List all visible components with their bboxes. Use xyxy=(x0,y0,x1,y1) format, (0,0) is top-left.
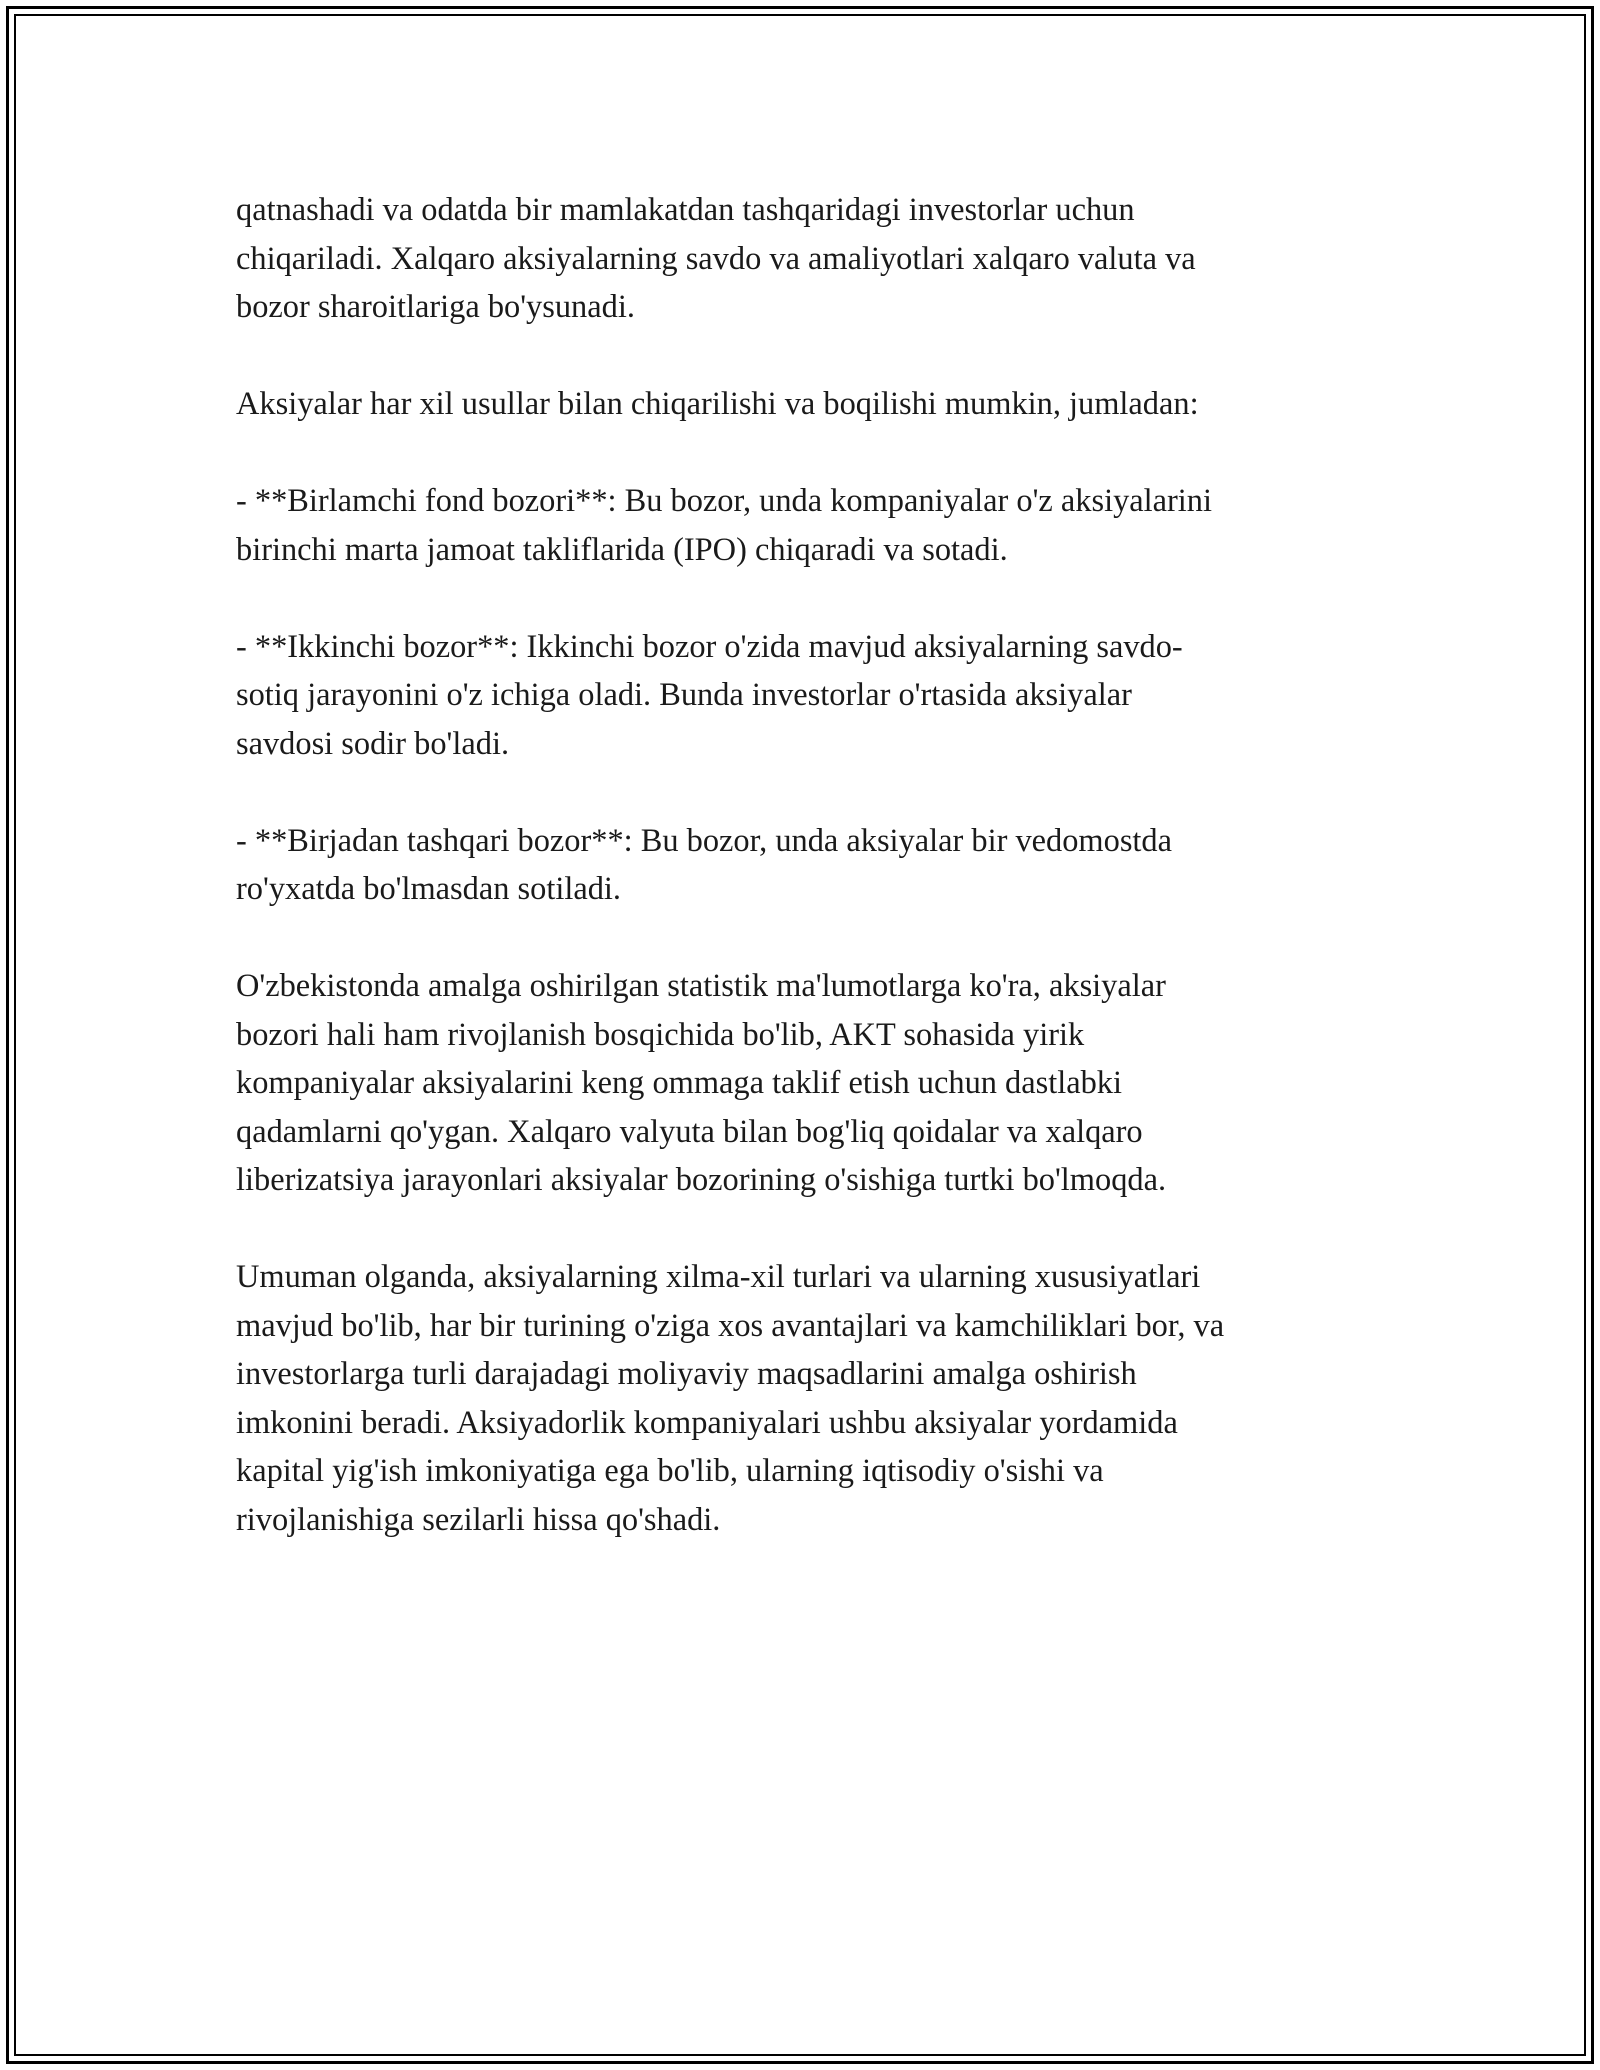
list-item-secondary-market: - **Ikkinchi bozor**: Ikkinchi bozor o'zida mavjud aksiyalarning savdo- sotiq jarayonini o'z ichiga oladi. Bunda investorlar o'rtasida aksiyalar savdosi sodir bo'ladi. xyxy=(236,628,1183,762)
paragraph-conclusion: Umuman olganda, aksiyalarning xilma-xil turlari va ularning xususiyatlari mavjud bo'lib, har bir turining o'ziga xos avantajlari va kamchiliklari bor, va investorlarga turli darajadagi moliyaviy maqsadlarini amalga oshirish imkonini beradi. Aksiyadorlik kompaniyalari ushbu aksiyalar yordamida kapital yig'ish imkoniyatiga ega bo'lib, ularning iqtisodiy o'sishi va rivojlanishiga sezilarli hissa qo'shadi. xyxy=(236,1259,1225,1538)
paragraph-issuance-methods: Aksiyalar har xil usullar bilan chiqarilishi va boqilishi mumkin, jumladan: xyxy=(236,386,1199,422)
paragraph-intro-continuation: qatnashadi va odatda bir mamlakatdan tashqaridagi investorlar uchun chiqariladi. Xalqaro aksiyalarning savdo va amaliyotlari xalqaro valuta va bozor sharoitlariga bo'ysunadi. xyxy=(236,192,1196,325)
paragraph-uzbekistan-statistics: O'zbekistonda amalga oshirilgan statistik ma'lumotlarga ko'ra, aksiyalar bozori hali ham rivojlanish bosqichida bo'lib, AKT sohasida yirik kompaniyalar aksiyalarini keng ommaga taklif etish uchun dastlabki qadamlarni qo'ygan. Xalqaro valyuta bilan bog'liq qoidalar va xalqaro liberizatsiya jarayonlari aksiyalar bozorining o'sishiga turtki bo'lmoqda. xyxy=(236,968,1167,1198)
document-body xyxy=(236,186,1376,1593)
list-item-primary-market: - **Birlamchi fond bozori**: Bu bozor, unda kompaniyalar o'z aksiyalarini birinchi marta jamoat takliflarida (IPO) chiqaradi va sotadi. xyxy=(236,483,1213,568)
list-item-otc-market: - **Birjadan tashqari bozor**: Bu bozor, unda aksiyalar bir vedomostda ro'yxatda bo'lmasdan sotiladi. xyxy=(236,822,1172,907)
